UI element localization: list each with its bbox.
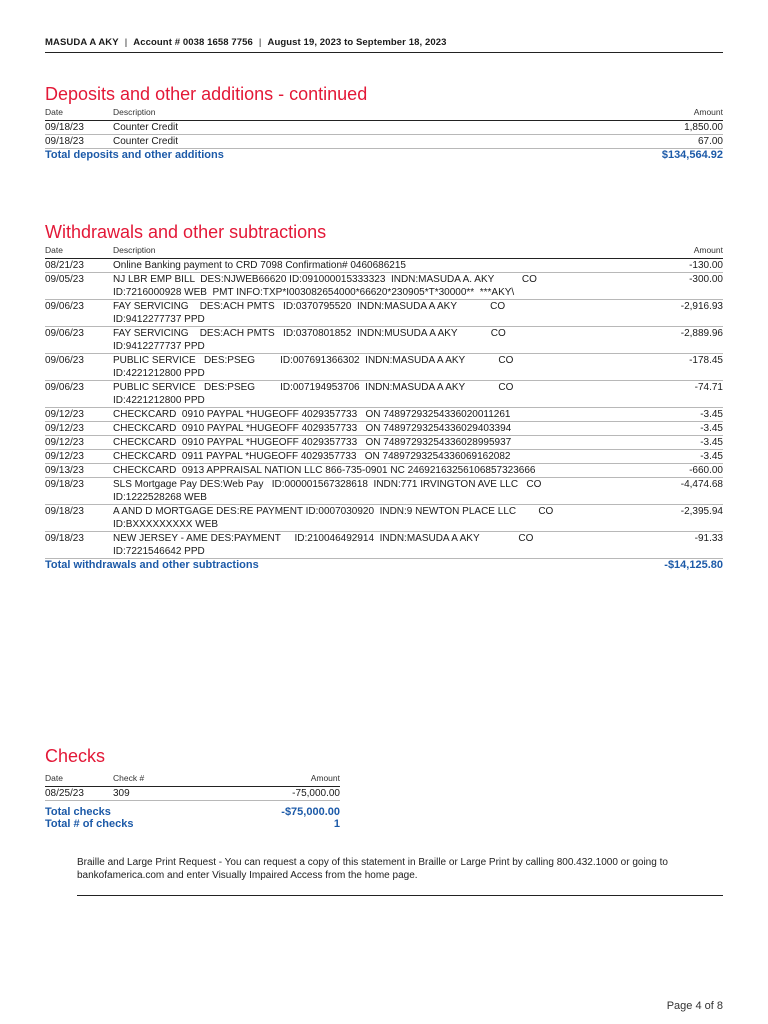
table-row	[45, 121, 723, 135]
table-header-row	[45, 773, 340, 787]
row-description-line: CHECKCARD 0913 APPRAISAL NATION LLC 866-735-0901 NC 24692163256106857323666	[113, 465, 536, 476]
withdrawals-total-label: Total withdrawals and other subtractions	[45, 559, 259, 571]
row-description-line: ID:BXXXXXXXXX WEB	[113, 519, 219, 530]
row-description	[113, 135, 506, 149]
row-description	[113, 478, 651, 505]
row-description-line: Counter Credit	[113, 136, 179, 147]
table-row	[45, 436, 723, 450]
row-amount: -2,395.94	[651, 505, 723, 532]
table-row	[45, 450, 723, 464]
row-date: 09/06/23	[45, 354, 113, 381]
row-date: 09/18/23	[45, 532, 113, 559]
deposits-total-label: Total deposits and other additions	[45, 149, 224, 161]
row-description-line: CHECKCARD 0910 PAYPAL *HUGEOFF 4029357733 ON 74897293254336020011261	[113, 409, 511, 420]
row-description	[113, 300, 651, 327]
row-date: 09/05/23	[45, 273, 113, 300]
table-row	[45, 327, 723, 354]
row-amount: -130.00	[651, 259, 723, 273]
checks-total-amount: -$75,000.00	[281, 806, 340, 818]
row-description-line: ID:4221212800 PPD	[113, 395, 205, 406]
row-amount: -2,916.93	[651, 300, 723, 327]
checks-total-row	[45, 801, 340, 819]
row-amount: -3.45	[651, 450, 723, 464]
row-date: 09/12/23	[45, 408, 113, 422]
row-description-line: FAY SERVICING DES:ACH PMTS ID:0370795520 INDN:MASUDA A AKY CO	[113, 301, 506, 312]
row-description-line: PUBLIC SERVICE DES:PSEG ID:007691366302 INDN:MASUDA A AKY CO	[113, 355, 514, 366]
row-description-line: ID:1222528268 WEB	[113, 492, 207, 503]
column-header-description: Description	[113, 107, 506, 121]
withdrawals-total-row	[45, 559, 723, 572]
table-header-row	[45, 245, 723, 259]
row-amount: -2,889.96	[651, 327, 723, 354]
row-date: 08/21/23	[45, 259, 113, 273]
row-description	[113, 259, 651, 273]
row-description-line: NJ LBR EMP BILL DES:NJWEB66620 ID:091000015333323 INDN:MASUDA A. AKY CO	[113, 274, 537, 285]
row-description-line: NEW JERSEY - AME DES:PAYMENT ID:210046492914 INDN:MASUDA A AKY CO	[113, 533, 534, 544]
column-header-amount: Amount	[651, 245, 723, 259]
deposits-section-title: Deposits and other additions - continued	[45, 84, 368, 104]
withdrawals-section-title: Withdrawals and other subtractions	[45, 222, 327, 242]
row-date: 09/12/23	[45, 422, 113, 436]
row-description-line: ID:4221212800 PPD	[113, 368, 205, 379]
row-description	[113, 354, 651, 381]
row-description	[113, 532, 651, 559]
account-number: Account # 0038 1658 7756	[133, 37, 253, 48]
row-amount: -178.45	[651, 354, 723, 381]
table-row	[45, 422, 723, 436]
row-amount: -3.45	[651, 408, 723, 422]
row-description	[113, 121, 506, 135]
withdrawals-table	[45, 245, 723, 571]
row-description	[113, 464, 651, 478]
row-amount: -3.45	[651, 436, 723, 450]
row-description-line: A AND D MORTGAGE DES:RE PAYMENT ID:0007030920 INDN:9 NEWTON PLACE LLC CO	[113, 506, 554, 517]
row-amount: -74.71	[651, 381, 723, 408]
column-header-date: Date	[45, 107, 113, 121]
row-date: 08/25/23	[45, 787, 113, 801]
checks-section-title: Checks	[45, 746, 106, 766]
statement-header	[45, 37, 723, 53]
row-description	[113, 450, 651, 464]
row-description-line: Online Banking payment to CRD 7098 Confirmation# 0460686215	[113, 260, 406, 271]
row-date: 09/18/23	[45, 478, 113, 505]
row-description-line: CHECKCARD 0910 PAYPAL *HUGEOFF 4029357733 ON 74897293254336029403394	[113, 423, 512, 434]
column-header-check-number: Check #	[113, 773, 192, 787]
row-amount: -660.00	[651, 464, 723, 478]
row-description-line: ID:7216000928 WEB PMT INFO:TXP*I003082654000*66620*230905*T*30000** ***AKY\	[113, 287, 515, 298]
row-date: 09/06/23	[45, 327, 113, 354]
row-amount: -91.33	[651, 532, 723, 559]
header-separator: |	[258, 37, 262, 48]
table-row	[45, 135, 723, 149]
deposits-table	[45, 107, 723, 161]
deposits-total-row	[45, 149, 723, 162]
row-description-line: ID:9412277737 PPD	[113, 314, 205, 325]
deposits-total-amount: $134,564.92	[661, 149, 723, 161]
row-date: 09/18/23	[45, 135, 113, 149]
row-description	[113, 422, 651, 436]
column-header-amount: Amount	[506, 107, 723, 121]
row-description-line: Counter Credit	[113, 122, 179, 133]
row-amount: 1,850.00	[506, 121, 723, 135]
row-date: 09/18/23	[45, 121, 113, 135]
table-row	[45, 300, 723, 327]
row-description	[113, 505, 651, 532]
header-separator: |	[124, 37, 128, 48]
table-row	[45, 381, 723, 408]
statement-period: August 19, 2023 to September 18, 2023	[267, 37, 447, 48]
page-number: Page 4 of 8	[666, 1000, 723, 1012]
row-description-line: PUBLIC SERVICE DES:PSEG ID:007194953706 INDN:MASUDA A AKY CO	[113, 382, 514, 393]
checks-total-label: Total checks	[45, 806, 111, 818]
row-description	[113, 381, 651, 408]
row-amount: -75,000.00	[192, 787, 340, 801]
withdrawals-total-amount: -$14,125.80	[664, 559, 723, 571]
row-date: 09/12/23	[45, 436, 113, 450]
checks-count-row	[45, 818, 340, 830]
row-description	[113, 436, 651, 450]
table-row	[45, 259, 723, 273]
row-amount: -3.45	[651, 422, 723, 436]
row-description-line: CHECKCARD 0911 PAYPAL *HUGEOFF 4029357733 ON 74897293254336069162082	[113, 451, 511, 462]
row-date: 09/18/23	[45, 505, 113, 532]
column-header-date: Date	[45, 773, 113, 787]
account-holder-name: MASUDA A AKY	[45, 37, 119, 48]
checks-count-label: Total # of checks	[45, 818, 134, 830]
row-description-line: CHECKCARD 0910 PAYPAL *HUGEOFF 4029357733 ON 74897293254336028995937	[113, 437, 512, 448]
row-date: 09/13/23	[45, 464, 113, 478]
table-header-row	[45, 107, 723, 121]
column-header-date: Date	[45, 245, 113, 259]
row-amount: -4,474.68	[651, 478, 723, 505]
row-date: 09/12/23	[45, 450, 113, 464]
row-description	[113, 408, 651, 422]
row-description-line: SLS Mortgage Pay DES:Web Pay ID:000001567328618 INDN:771 IRVINGTON AVE LLC CO	[113, 479, 542, 490]
row-check-number: 309	[113, 787, 192, 801]
row-description-line: ID:7221546642 PPD	[113, 546, 205, 557]
table-row	[45, 273, 723, 300]
row-date: 09/06/23	[45, 300, 113, 327]
row-description	[113, 327, 651, 354]
column-header-amount: Amount	[192, 773, 340, 787]
row-description	[113, 273, 651, 300]
divider	[77, 895, 723, 896]
row-date: 09/06/23	[45, 381, 113, 408]
table-row	[45, 478, 723, 505]
table-row	[45, 532, 723, 559]
table-row	[45, 408, 723, 422]
row-description-line: ID:9412277737 PPD	[113, 341, 205, 352]
row-amount: -300.00	[651, 273, 723, 300]
checks-count-value: 1	[333, 818, 340, 830]
table-row	[45, 505, 723, 532]
table-row	[45, 354, 723, 381]
column-header-description: Description	[113, 245, 651, 259]
row-description-line: FAY SERVICING DES:ACH PMTS ID:0370801852 INDN:MUSUDA A AKY CO	[113, 328, 506, 339]
checks-table	[45, 773, 340, 830]
braille-large-print-note: Braille and Large Print Request - You can request a copy of this statement in Braille or Large Print by calling 800.432.1000 or going to bankofamerica.com and enter Visually Impaired Access from the home page.	[77, 857, 668, 881]
row-amount: 67.00	[506, 135, 723, 149]
table-row	[45, 787, 340, 801]
table-row	[45, 464, 723, 478]
